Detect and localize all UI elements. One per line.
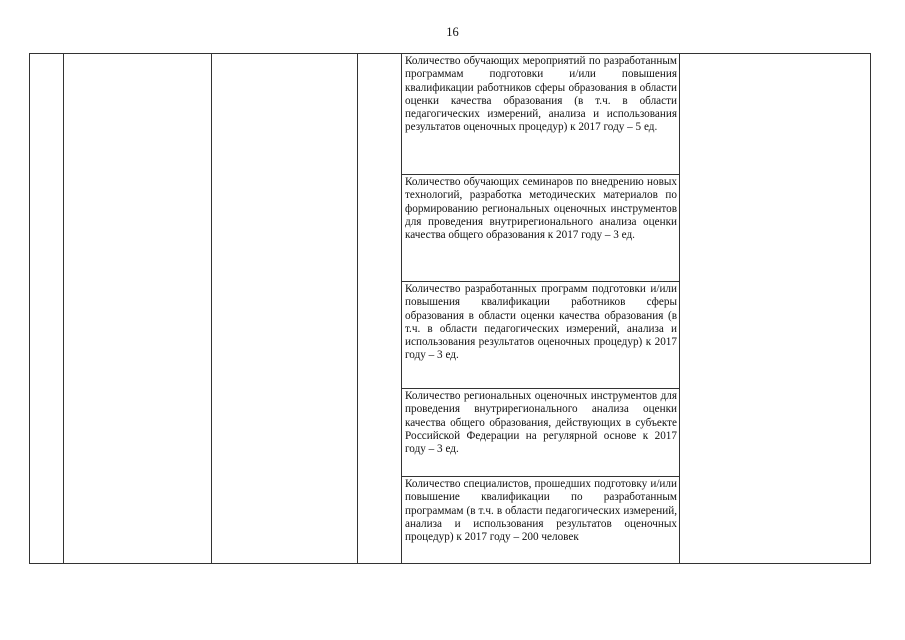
indicator-cell	[401, 282, 679, 389]
indicator-cell	[401, 175, 679, 282]
indicator-cell	[401, 477, 679, 563]
indicator-text: Количество обучающих мероприятий по разработанным программам подготовки и/или повышения квалификации работников сферы образования в области оценки качества образования (в т.ч. в области педагогических измерений, анализа и использования результатов оценочных процедур) к 2017 году – 5 ед.	[405, 55, 677, 134]
document-table	[29, 53, 871, 564]
table-cell-empty	[30, 54, 63, 563]
indicator-text: Количество региональных оценочных инструментов для проведения внутрирегионального анализа оценки качества общего образования, действующих в субъекте Российской Федерации на регулярной основе к 2017 году – 3 ед.	[405, 390, 677, 456]
indicator-text: Количество специалистов, прошедших подготовку и/или повышение квалификации по разработанным программам (в т.ч. в области педагогических измерений, анализа и использования результатов оценочных процедур) к 2017 году – 200 человек	[405, 478, 677, 544]
indicator-cell	[401, 389, 679, 477]
indicator-cell	[401, 54, 679, 175]
table-cell-empty	[64, 54, 211, 563]
table-border-right	[870, 54, 871, 563]
table-cell-empty	[358, 54, 401, 563]
page-number: 16	[446, 25, 459, 39]
indicator-text: Количество разработанных программ подготовки и/или повышения квалификации работников сферы образования в области оценки качества образования (в т.ч. в области педагогических измерений, анализа и использования результатов оценочных процедур) к 2017 году – 3 ед.	[405, 283, 677, 362]
table-cell-empty	[212, 54, 357, 563]
table-cell-empty	[680, 54, 870, 563]
indicators-column	[401, 54, 679, 563]
indicator-text: Количество обучающих семинаров по внедрению новых технологий, разработка методических материалов по формированию региональных оценочных инструментов для проведения внутрирегионального анализа оценки качества общего образования к 2017 году – 3 ед.	[405, 176, 677, 242]
